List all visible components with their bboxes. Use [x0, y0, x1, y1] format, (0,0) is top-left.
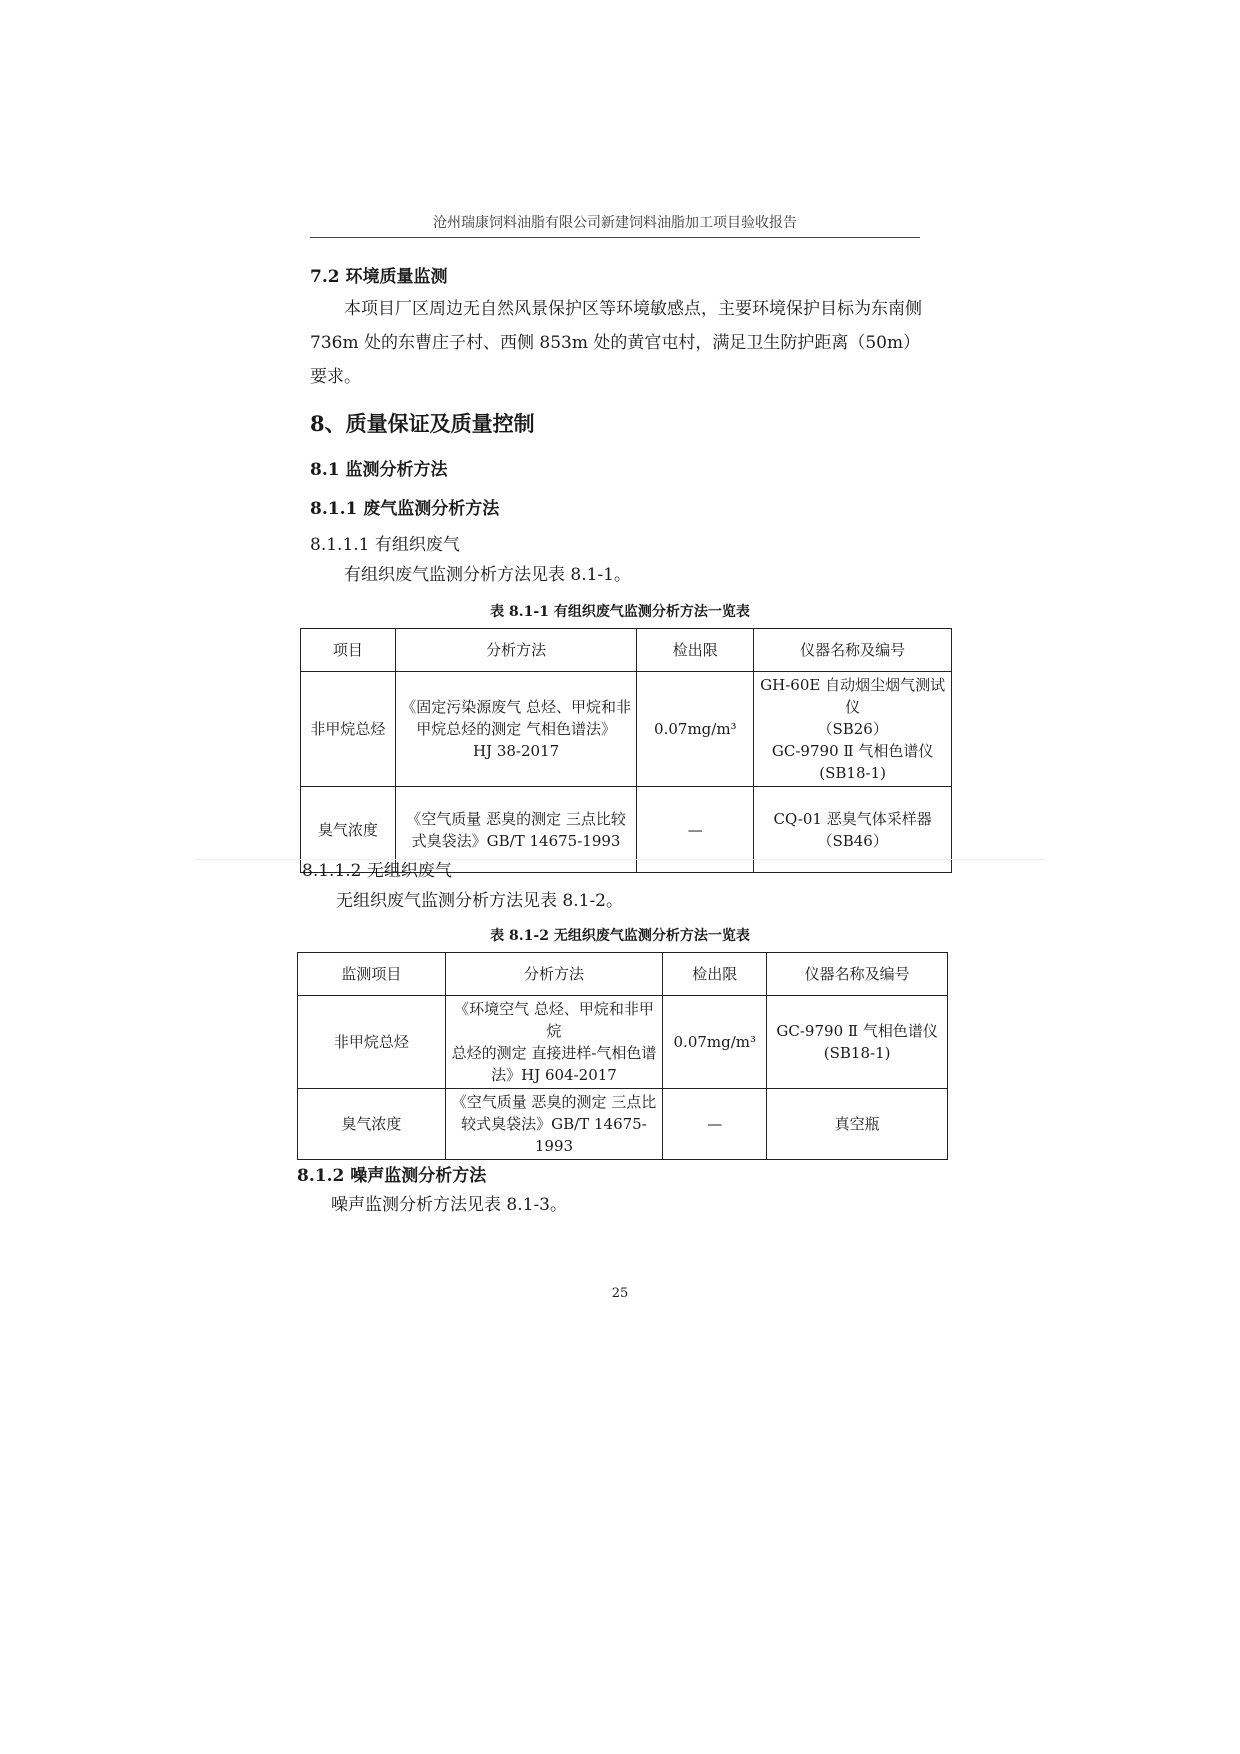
item-cell: 非甲烷总烃	[301, 672, 396, 787]
limit-cell: 0.07mg/m³	[637, 672, 754, 787]
method-line: 总烃的测定 直接进样-气相色谱	[451, 1044, 657, 1062]
intro-8-1-1-1: 有组织废气监测分析方法见表 8.1-1。	[344, 565, 631, 585]
paragraph-7-2: 本项目厂区周边无自然风景保护区等环境敏感点，主要环境保护目标为东南侧 736m 处的东曹庄子村、西侧 853m 处的黄官屯村，满足卫生防护距离（50m）要求。	[310, 299, 922, 387]
heading-8-1-2: 8.1.2 噪声监测分析方法	[297, 1166, 487, 1186]
item-cell: 非甲烷总烃	[298, 996, 446, 1089]
table-8-1-2	[297, 952, 948, 1160]
table-row	[298, 996, 948, 1089]
method-cell	[445, 996, 663, 1089]
method-line: 《空气质量 恶臭的测定 三点比	[451, 1093, 657, 1111]
instrument-cell	[767, 996, 948, 1089]
instrument-line: (SB18-1)	[823, 1044, 891, 1062]
instrument-cell	[754, 672, 952, 787]
intro-8-1-2: 噪声监测分析方法见表 8.1-3。	[331, 1195, 567, 1215]
item-cell: 臭气浓度	[301, 787, 396, 873]
heading-7-2: 7.2 环境质量监测	[310, 267, 448, 287]
instrument-line: GH-60E 自动烟尘烟气测试仪	[760, 676, 946, 716]
table-8-1-1	[300, 628, 952, 873]
instrument-line: GC-9790 Ⅱ 气相色谱仪	[771, 742, 934, 760]
limit-cell: —	[637, 787, 754, 873]
instrument-cell: 真空瓶	[767, 1089, 948, 1160]
limit-cell: —	[663, 1089, 767, 1160]
column-header: 检出限	[663, 953, 767, 996]
heading-8-1-1: 8.1.1 废气监测分析方法	[310, 499, 500, 519]
method-line: 式臭袋法》GB/T 14675-1993	[411, 831, 621, 850]
page-number: 25	[611, 1286, 629, 1301]
column-header: 仪器名称及编号	[767, 953, 948, 996]
instrument-line: GC-9790 Ⅱ 气相色谱仪	[776, 1022, 938, 1040]
column-header: 项目	[301, 629, 396, 672]
limit-cell: 0.07mg/m³	[663, 996, 767, 1089]
column-header: 仪器名称及编号	[754, 629, 952, 672]
heading-8-1-1-1: 8.1.1.1 有组织废气	[310, 535, 460, 555]
method-line: HJ 38-2017	[472, 742, 560, 760]
heading-8-1: 8.1 监测分析方法	[310, 460, 448, 480]
column-header: 监测项目	[298, 953, 446, 996]
heading-8: 8、质量保证及质量控制	[310, 411, 535, 436]
instrument-line: （SB46）	[817, 831, 888, 850]
instrument-line: （SB26）	[817, 720, 888, 738]
column-header: 检出限	[637, 629, 754, 672]
table-header-row	[301, 629, 952, 672]
column-header: 分析方法	[395, 629, 637, 672]
column-header: 分析方法	[445, 953, 663, 996]
method-line: 《空气质量 恶臭的测定 三点比较	[406, 809, 626, 828]
method-line: 《固定污染源废气 总烃、甲烷和非	[401, 698, 631, 716]
table-caption-8-1-1: 表 8.1-1 有组织废气监测分析方法一览表	[490, 604, 750, 620]
table-row	[298, 1089, 948, 1160]
method-line: 《环境空气 总烃、甲烷和非甲烷	[454, 1000, 654, 1040]
method-line: 较式臭袋法》GB/T 14675-1993	[461, 1115, 647, 1155]
table-caption-8-1-2: 表 8.1-2 无组织废气监测分析方法一览表	[490, 928, 750, 944]
method-cell	[395, 672, 637, 787]
instrument-line: (SB18-1)	[819, 764, 886, 782]
intro-8-1-1-2: 无组织废气监测分析方法见表 8.1-2。	[336, 891, 623, 911]
running-header: 沧州瑞康饲料油脂有限公司新建饲料油脂加工项目验收报告	[310, 212, 920, 238]
method-line: 法》HJ 604-2017	[491, 1066, 617, 1084]
method-line: 甲烷总烃的测定 气相色谱法》	[416, 720, 616, 738]
item-cell: 臭气浓度	[298, 1089, 446, 1160]
method-cell	[445, 1089, 663, 1160]
heading-8-1-1-2: 8.1.1.2 无组织废气	[302, 861, 452, 881]
instrument-line: CQ-01 恶臭气体采样器	[773, 809, 932, 828]
table-header-row	[298, 953, 948, 996]
table-row	[301, 672, 952, 787]
